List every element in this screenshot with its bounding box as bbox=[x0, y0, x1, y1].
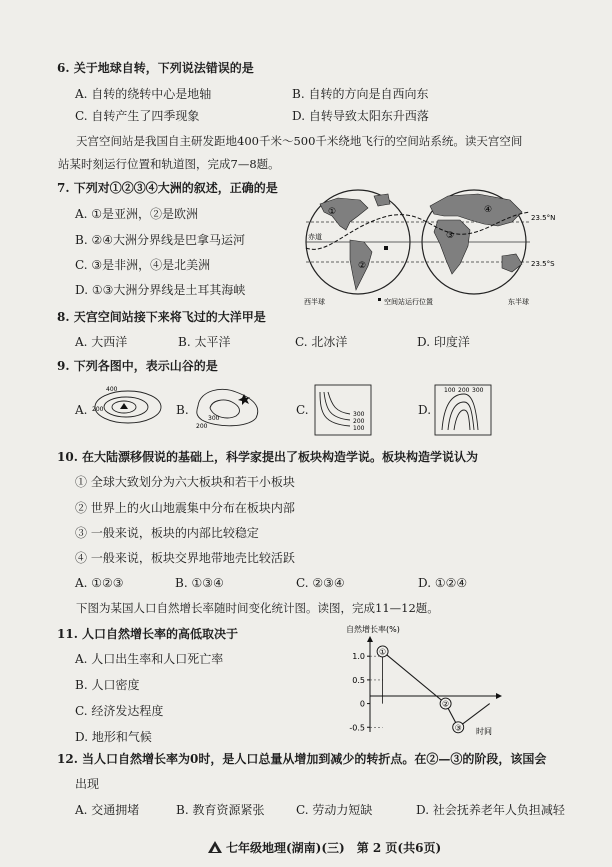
chart-y-axis-arrow bbox=[367, 636, 373, 642]
map-label-23s: 23.5°S bbox=[531, 260, 555, 268]
q7-option-c: C. ③是非洲，④是北美洲 bbox=[75, 258, 211, 272]
publisher-logo-icon bbox=[208, 841, 222, 853]
q10-statement-2: ② 世界上的火山地震集中分布在板块内部 bbox=[75, 501, 295, 515]
q10-option-b: B. ①③④ bbox=[175, 576, 224, 590]
australia-shape bbox=[502, 254, 522, 272]
q9-option-c: C. bbox=[296, 403, 309, 417]
contour-figure-a bbox=[90, 381, 166, 429]
map-marker-2: ② bbox=[358, 261, 367, 271]
q8-option-b: B. 太平洋 bbox=[178, 335, 231, 349]
fig-c-contour-2 bbox=[324, 392, 350, 420]
fig-d-label-200: 200 bbox=[458, 387, 470, 394]
contour-figure-b bbox=[192, 382, 266, 430]
intro-11-12: 下图为某国人口自然增长率随时间变化统计图。读图，完成11—12题。 bbox=[76, 601, 439, 615]
fig-a-outer-contour bbox=[95, 391, 161, 423]
q6-stem: 6. 关于地球自转，下列说法错误的是 bbox=[57, 61, 254, 75]
q12-option-d: D. 社会抚养老年人负担减轻 bbox=[416, 803, 565, 817]
growth-rate-line bbox=[383, 651, 490, 727]
point-label-2: ② bbox=[442, 699, 450, 709]
fig-b-marker-icon bbox=[238, 394, 250, 405]
q8-option-d: D. 印度洋 bbox=[417, 335, 470, 349]
y-tick-label: 0 bbox=[359, 699, 365, 709]
contour-figure-c bbox=[314, 384, 372, 436]
fig-b-outer-contour bbox=[197, 389, 258, 425]
population-growth-chart bbox=[336, 620, 512, 740]
page-footer bbox=[208, 840, 441, 856]
q11-option-a: A. 人口出生率和人口死亡率 bbox=[75, 652, 224, 666]
y-tick-label: -0.5 bbox=[349, 723, 365, 733]
hemispheres-map bbox=[298, 186, 560, 310]
q12-stem-line1: 12. 当人口自然增长率为0时，是人口总量从增加到减少的转折点。在②—③的阶段，该国会 bbox=[57, 752, 547, 766]
intro-7-8-line1: 天宫空间站是我国自主研发距地400千米～500千米绕地飞行的空间站系统。读天宫空间 bbox=[76, 134, 523, 148]
fig-c-contour-3 bbox=[328, 392, 350, 414]
q8-option-a: A. 大西洋 bbox=[75, 335, 128, 349]
fig-c-label-100: 100 bbox=[353, 425, 365, 432]
fig-d-label-300: 300 bbox=[472, 387, 484, 394]
q9-option-b: B. bbox=[176, 403, 189, 417]
q6-option-a: A. 自转的绕转中心是地轴 bbox=[75, 87, 212, 101]
q10-option-d: D. ①②④ bbox=[418, 576, 468, 590]
station-position-marker bbox=[384, 246, 388, 250]
footer-text: 七年级地理(湖南)(三) 第 2 页(共6页) bbox=[226, 841, 442, 855]
map-legend: 空间站运行位置 bbox=[384, 298, 433, 306]
fig-c-label-200: 200 bbox=[353, 418, 365, 425]
q10-statement-4: ④ 一般来说，板块交界地带地壳比较活跃 bbox=[75, 551, 295, 565]
q11-option-d: D. 地形和气候 bbox=[75, 730, 152, 744]
contour-figure-d bbox=[434, 384, 492, 436]
q9-stem: 9. 下列各图中，表示山谷的是 bbox=[57, 359, 218, 373]
q10-option-a: A. ①②③ bbox=[75, 576, 124, 590]
map-marker-3: ③ bbox=[446, 231, 455, 241]
map-label-equator: 赤道 bbox=[308, 233, 322, 241]
fig-c-label-300: 300 bbox=[353, 411, 365, 418]
q8-option-c: C. 北冰洋 bbox=[295, 335, 348, 349]
fig-d-contour-3 bbox=[454, 410, 470, 430]
map-marker-4: ④ bbox=[484, 205, 493, 215]
q7-option-b: B. ②④大洲分界线是巴拿马运河 bbox=[75, 233, 245, 247]
y-tick-label: 1.0 bbox=[352, 652, 365, 662]
fig-b-label-200: 200 bbox=[196, 423, 208, 430]
q11-stem: 11. 人口自然增长率的高低取决于 bbox=[57, 627, 239, 641]
map-label-west: 西半球 bbox=[304, 298, 325, 306]
q6-option-d: D. 自转导致太阳东升西落 bbox=[292, 109, 429, 123]
q7-stem: 7. 下列对①②③④大洲的叙述，正确的是 bbox=[57, 181, 278, 195]
q11-option-c: C. 经济发达程度 bbox=[75, 704, 164, 718]
y-tick-label: 0.5 bbox=[352, 675, 365, 685]
q12-option-a: A. 交通拥堵 bbox=[75, 803, 140, 817]
q10-statement-3: ③ 一般来说，板块的内部比较稳定 bbox=[75, 526, 259, 540]
point-label-3: ③ bbox=[454, 723, 462, 733]
fig-a-label-400: 400 bbox=[106, 386, 118, 393]
map-label-east: 东半球 bbox=[508, 298, 529, 306]
q7-option-a: A. ①是亚洲，②是欧洲 bbox=[75, 207, 199, 221]
intro-7-8-line2: 站某时刻运行位置和轨道图，完成7—8题。 bbox=[58, 157, 280, 171]
fig-a-label-200: 200 bbox=[92, 406, 104, 413]
q10-option-c: C. ②③④ bbox=[296, 576, 345, 590]
q10-statement-1: ① 全球大致划分为六大板块和若干小板块 bbox=[75, 475, 295, 489]
fig-d-label-100: 100 bbox=[444, 387, 456, 394]
q10-stem: 10. 在大陆漂移假说的基础上，科学家提出了板块构造学说。板块构造学说认为 bbox=[57, 450, 479, 464]
q9-option-a: A. bbox=[75, 403, 88, 417]
chart-x-axis-arrow bbox=[496, 693, 502, 699]
q9-option-d: D. bbox=[418, 403, 432, 417]
map-label-23n: 23.5°N bbox=[531, 214, 556, 222]
q8-stem: 8. 天宫空间站接下来将飞过的大洋甲是 bbox=[57, 310, 266, 324]
legend-marker bbox=[378, 298, 381, 301]
q12-option-b: B. 教育资源紧张 bbox=[176, 803, 265, 817]
q11-option-b: B. 人口密度 bbox=[75, 678, 140, 692]
chart-ylabel: 自然增长率(%) bbox=[346, 625, 400, 634]
map-marker-1: ① bbox=[328, 207, 337, 217]
q12-stem-line2: 出现 bbox=[75, 777, 100, 791]
fig-b-label-300: 300 bbox=[208, 415, 220, 422]
q6-option-c: C. 自转产生了四季现象 bbox=[75, 109, 200, 123]
q12-option-c: C. 劳动力短缺 bbox=[296, 803, 373, 817]
chart-xlabel: 时间 bbox=[476, 727, 492, 736]
greenland-shape bbox=[374, 194, 390, 206]
fig-a-peak-icon bbox=[120, 403, 128, 409]
q6-option-b: B. 自转的方向是自西向东 bbox=[292, 87, 429, 101]
point-label-1: ① bbox=[379, 647, 387, 657]
q7-option-d: D. ①③大洲分界线是土耳其海峡 bbox=[75, 283, 246, 297]
